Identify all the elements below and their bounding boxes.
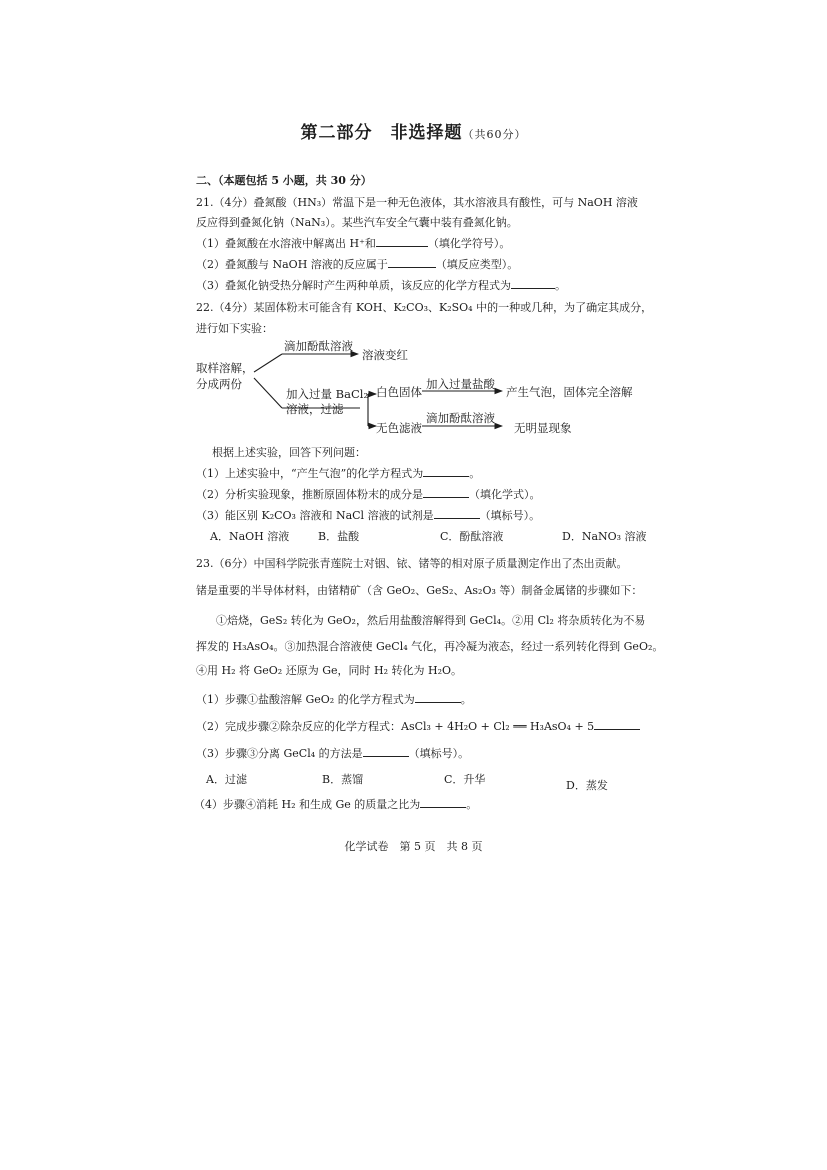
answer-blank — [363, 745, 409, 757]
q22-part3 — [196, 507, 540, 523]
q22-part3-text: （3）能区别 K₂CO₃ 溶液和 NaCl 溶液的试剂是 — [196, 509, 434, 522]
q21-part1-text: （1）叠氮酸在水溶液中解离出 H⁺和 — [196, 237, 376, 250]
answer-blank — [423, 465, 469, 477]
q22-part2 — [196, 486, 541, 502]
q23-stem-line2: 锗是重要的半导体材料，由锗精矿（含 GeO₂、GeS₂、As₂O₃ 等）制备金属锗的步骤如下： — [196, 584, 643, 597]
q21-part3-end: 。 — [555, 279, 566, 292]
q22-part1-text: （1）上述实验中，“产生气泡”的化学方程式为 — [196, 467, 424, 480]
q23-part1-text: （1）步骤①盐酸溶解 GeO₂ 的化学方程式为 — [196, 693, 415, 706]
filtrate-result: 无明显现象 — [514, 421, 572, 435]
q23-part2-text: （2）完成步骤②除杂反应的化学方程式：AsCl₃ + 4H₂O + Cl₂ ══ H₃AsO₄ + 5 — [196, 720, 595, 733]
q22-option-a: A．NaOH 溶液 — [210, 530, 290, 543]
q22-stem-line2: 进行如下实验： — [196, 322, 273, 335]
page-title-score: （共60分） — [462, 128, 527, 141]
q21-part3-text: （3）叠氮化钠受热分解时产生两种单质，该反应的化学方程式为 — [196, 279, 511, 292]
branch1-reagent: 滴加酚酞溶液 — [284, 339, 353, 353]
branch2-reagent-line1: 加入过量 BaCl₂ — [286, 387, 369, 401]
q23-option-d: D．蒸发 — [566, 779, 608, 792]
q23-part4-end: 。 — [466, 798, 478, 811]
split-up-line — [254, 354, 282, 372]
q23-part3-text: （3）步骤③分离 GeCl₄ 的方法是 — [196, 747, 363, 760]
q23-steps-line2: 挥发的 H₃AsO₄。③加热混合溶液使 GeCl₄ 气化，再冷凝为液态，经过一系列转化得到 GeO₂。 — [196, 640, 664, 653]
q21-stem-line2: 反应得到叠氮化钠（NaN₃）。某些汽车安全气囊中装有叠氮化钠。 — [196, 216, 518, 229]
q21-part3 — [196, 277, 566, 293]
q23-part2 — [196, 718, 640, 734]
answer-blank — [423, 486, 469, 498]
q23-steps-line3: ④用 H₂ 将 GeO₂ 还原为 Ge，同时 H₂ 转化为 H₂O。 — [196, 664, 463, 677]
q23-option-b: B．蒸馏 — [322, 773, 364, 786]
q22-intro: 根据上述实验，回答下列问题： — [212, 446, 366, 459]
q23-part4-text: （4）步骤④消耗 H₂ 和生成 Ge 的质量之比为 — [194, 798, 421, 811]
q23-part1-end: 。 — [460, 693, 472, 706]
page-footer: 化学试卷 第 5 页 共 8 页 — [344, 840, 483, 853]
q23-steps-line1: ①焙烧，GeS₂ 转化为 GeO₂，然后用盐酸溶解得到 GeCl₄。②用 Cl₂ 将杂质转化为不易 — [216, 614, 646, 627]
start-line2: 分成两份 — [196, 377, 242, 391]
q23-part4 — [194, 796, 477, 812]
section-header: 二、（本题包括 5 小题，共 30 分） — [196, 174, 372, 187]
q22-part2-end: （填化学式）。 — [469, 488, 541, 501]
start-line1: 取样溶解， — [196, 361, 254, 375]
answer-blank — [594, 718, 640, 730]
page-title-text: 第二部分 非选择题 — [300, 123, 463, 143]
answer-blank — [415, 691, 461, 703]
q23-stem-line1: 23.（6分）中国科学院张青莲院士对铟、铱、锗等的相对原子质量测定作出了杰出贡献。 — [196, 557, 628, 570]
white-solid-result: 产生气泡，固体完全溶解 — [506, 385, 633, 399]
experiment-flow-diagram — [196, 338, 656, 444]
q23-part3-end: （填标号）。 — [408, 747, 470, 760]
q22-option-c: C．酚酞溶液 — [440, 530, 504, 543]
white-solid-reagent: 加入过量盐酸 — [426, 377, 495, 391]
answer-blank — [511, 277, 555, 289]
answer-blank — [420, 796, 466, 808]
q23-option-c: C．升华 — [444, 773, 486, 786]
q22-stem-line1: 22.（4分）某固体粉末可能含有 KOH、K₂CO₃、K₂SO₄ 中的一种或几种，为了确定其成分， — [196, 301, 653, 314]
q21-part2 — [196, 256, 518, 272]
branch2-reagent-line2: 溶液，过滤 — [286, 402, 344, 416]
q22-part1 — [196, 465, 480, 481]
q21-part1-end: （填化学符号）。 — [427, 237, 511, 250]
q22-part1-end: 。 — [469, 467, 481, 480]
q21-part1 — [196, 235, 510, 251]
q22-option-d: D．NaNO₃ 溶液 — [562, 530, 647, 543]
q23-part1 — [196, 691, 472, 707]
q21-stem-line1: 21.（4分）叠氮酸（HN₃）常温下是一种无色液体，其水溶液具有酸性，可与 NaOH 溶液 — [196, 196, 638, 209]
q21-part2-text: （2）叠氮酸与 NaOH 溶液的反应属于 — [196, 258, 388, 271]
white-solid-label: 白色固体 — [376, 385, 422, 399]
q22-part3-end: （填标号）。 — [479, 509, 541, 522]
q21-part2-end: （填反应类型）。 — [435, 258, 519, 271]
filtrate-reagent: 滴加酚酞溶液 — [426, 411, 495, 425]
q23-option-a: A．过滤 — [206, 773, 247, 786]
q22-option-b: B．盐酸 — [318, 530, 360, 543]
q23-part3 — [196, 745, 469, 761]
answer-blank — [376, 235, 428, 247]
filtrate-label: 无色滤液 — [376, 421, 422, 435]
answer-blank — [434, 507, 480, 519]
split-down-line — [254, 378, 282, 408]
q22-part2-text: （2）分析实验现象，推断原固体粉末的成分是 — [196, 488, 423, 501]
answer-blank — [388, 256, 436, 268]
page-title — [0, 118, 827, 143]
branch1-result: 溶液变红 — [362, 348, 408, 362]
